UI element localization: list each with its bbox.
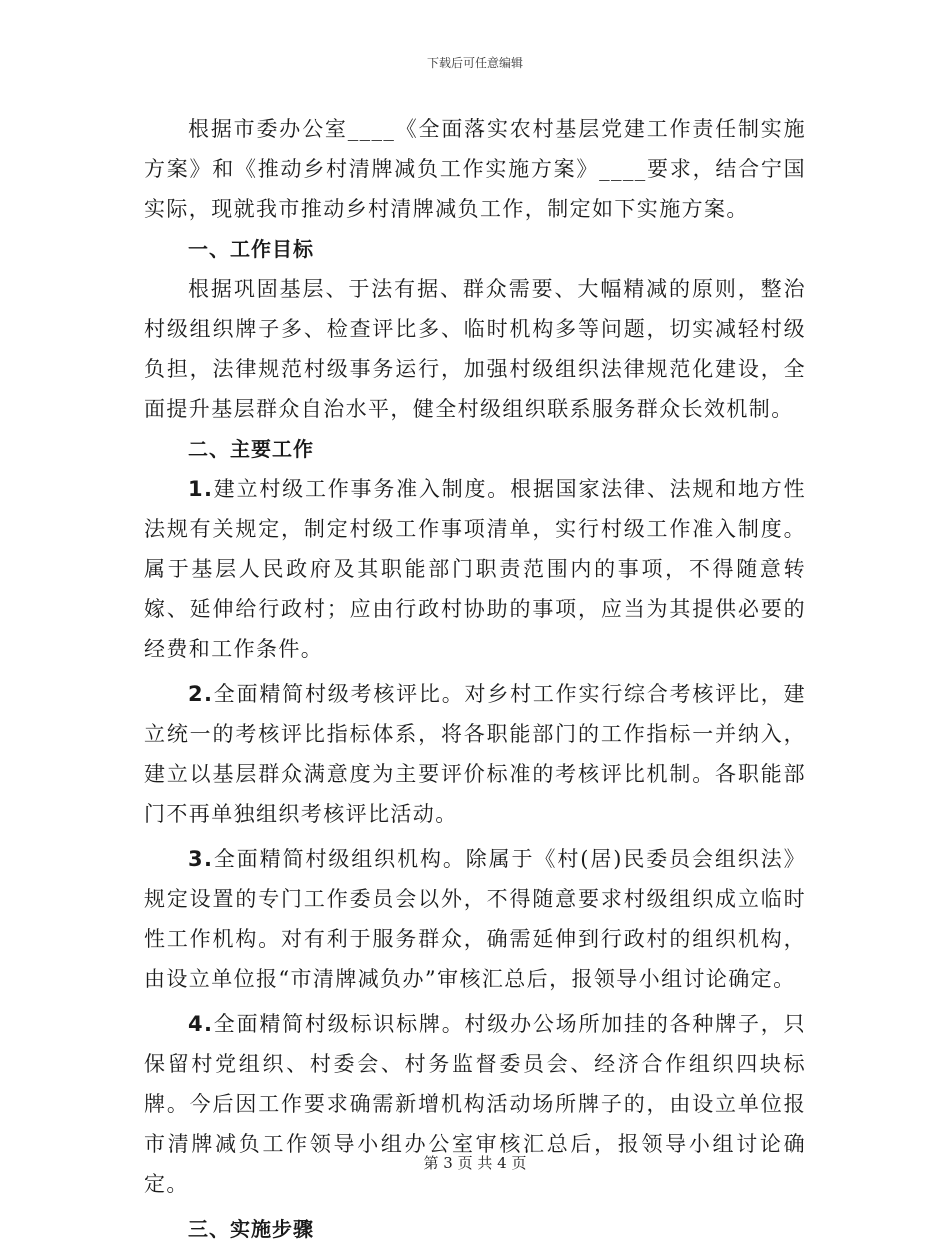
item-number: 4. <box>188 1012 214 1036</box>
item-text: 建立村级工作事务准入制度。根据国家法律、法规和地方性法规有关规定，制定村级工作事项清单，实行村级工作准入制度。属于基层人民政府及其职能部门职责范围内的事项，不得随意转嫁、延伸给行政村；应由行政村协助的事项，应当为其提供必要的经费和工作条件。 <box>144 477 806 661</box>
item-text: 全面精简村级考核评比。对乡村工作实行综合考核评比，建立统一的考核评比指标体系，将各职能部门的工作指标一并纳入，建立以基层群众满意度为主要评价标准的考核评比机制。各职能部门不再单独组织考核评比活动。 <box>144 682 806 826</box>
item-number: 2. <box>188 682 214 706</box>
item-text: 全面精简村级组织机构。除属于《村(居)民委员会组织法》规定设置的专门工作委员会以外，不得随意要求村级组织成立临时性工作机构。对有利于服务群众，确需延伸到行政村的组织机构，由设立单位报“市清牌减负办”审核汇总后，报领导小组讨论确定。 <box>144 847 806 991</box>
main-work-item-3 <box>144 839 806 999</box>
item-text: 全面精简村级标识标牌。村级办公场所加挂的各种牌子，只保留村党组织、村委会、村务监督委员会、经济合作组织四块标牌。今后因工作要求确需新增机构活动场所牌子的，由设立单位报市清牌减负工作领导小组办公室审核汇总后，报领导小组讨论确定。 <box>144 1012 806 1196</box>
main-work-item-4 <box>144 1004 806 1204</box>
intro-paragraph: 根据市委办公室____《全面落实农村基层党建工作责任制实施方案》和《推动乡村清牌减负工作实施方案》____要求，结合宁国实际，现就我市推动乡村清牌减负工作，制定如下实施方案。 <box>144 117 806 221</box>
section-heading-steps: 三、实施步骤 <box>188 1217 314 1241</box>
goals-paragraph: 根据巩固基层、于法有据、群众需要、大幅精减的原则，整治村级组织牌子多、检查评比多、临时机构多等问题，切实减轻村级负担，法律规范村级事务运行，加强村级组织法律规范化建设，全面提升基层群众自治水平，健全村级组织联系服务群众长效机制。 <box>144 277 806 421</box>
main-work-item-2 <box>144 674 806 834</box>
section-heading-main-work: 二、主要工作 <box>188 437 314 461</box>
item-number: 1. <box>188 477 214 501</box>
header-note: 下载后可任意编辑 <box>426 56 523 70</box>
section-heading-goals: 一、工作目标 <box>188 237 314 261</box>
page-number: 第 3 页 共 4 页 <box>423 1154 527 1172</box>
main-work-item-1 <box>144 469 806 669</box>
document-body <box>144 109 806 1249</box>
item-number: 3. <box>188 847 214 871</box>
